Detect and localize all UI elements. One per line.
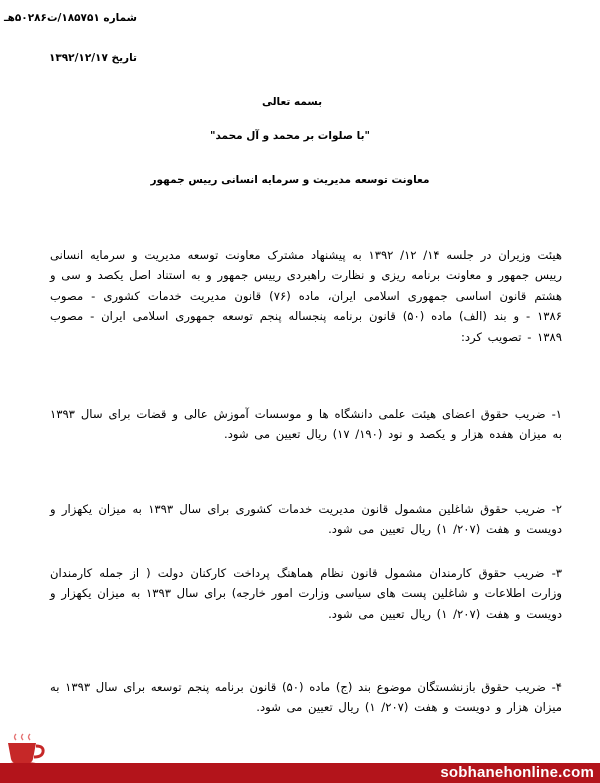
clause-3: ۳- ضریب حقوق کارمندان مشمول قانون نظام هماهنگ پرداخت کارکنان دولت ( از جمله کارمندان وزارت اطلاعات و شاغلین پست های سیاسی وزارت امور خارجه) برای سال ۱۳۹۳ به میزان یکهزار و دویست و هفت (۲۰۷/ ۱) ریال تعیین می شود. <box>50 566 562 621</box>
salawat-line: "با صلوات بر محمد و آل محمد" <box>210 130 370 142</box>
clause-2: ۲- ضریب حقوق شاغلین مشمول قانون مدیریت خدمات کشوری برای سال ۱۳۹۳ به میزان یکهزار و دویست و هفت (۲۰۷/ ۱) ریال تعیین می شود. <box>50 502 562 537</box>
letter-number: شماره ۱۸۵۷۵۱/ت۵۰۲۸۶هـ <box>4 12 137 24</box>
bismillah-heading: بسمه تعالی <box>261 96 323 108</box>
intro-paragraph: هیئت وزیران در جلسه ۱۴/ ۱۲/ ۱۳۹۲ به پیشنهاد مشترک معاونت توسعه مدیریت و سرمایه انسانی رییس جمهور و معاونت برنامه ریزی و نظارت راهبردی رییس جمهور و به استناد اصل یکصد و سی و هشتم قانون اساسی جمهوری اسلامی ایران، ماده (۷۶) قانون مدیریت خدمات کشوری - مصوب ۱۳۸۶ - و بند (الف) ماده (۵۰) قانون برنامه پنجساله پنجم توسعه جمهوری اسلامی ایران - مصوب ۱۳۸۹ - تصویب کرد: <box>50 248 563 344</box>
issuing-office: معاونت توسعه مدیریت و سرمایه انسانی رییس جمهور <box>150 174 430 186</box>
clause-1: ۱- ضریب حقوق اعضای هیئت علمی دانشگاه ها و موسسات آموزش عالی و قضات برای سال ۱۳۹۳ به میزان هفده هزار و یکصد و نود (۱۹۰/ ۱۷) ریال تعیین می شود. <box>50 407 562 442</box>
clause-4: ۴- ضریب حقوق بازنشستگان موضوع بند (ج) ماده (۵۰) قانون برنامه پنجم توسعه برای سال ۱۳۹۳ به میزان هزار و دویست و هفت (۲۰۷/ ۱) ریال تعیین می شود. <box>50 680 562 715</box>
letter-date: تاریخ ۱۳۹۲/۱۲/۱۷ <box>48 52 137 64</box>
watermark-url[interactable]: sobhanehonline.com <box>440 764 594 781</box>
